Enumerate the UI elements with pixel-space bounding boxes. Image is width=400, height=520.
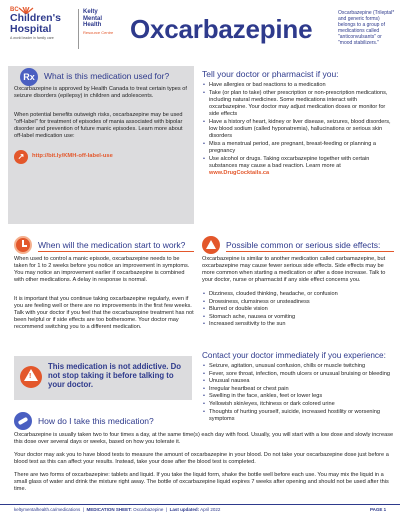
list-item: • Irregular heartbeat or chest pain xyxy=(202,386,394,393)
footer-updated: April 2022 xyxy=(200,507,221,512)
list-item: • Miss a menstrual period, are pregnant, breast-feeding or planning a pregnancy xyxy=(202,141,394,155)
what-for-para2: When potential benefits outweigh risks, oxcarbazepine may be used "off-label" for treatment of episodes of mania associated with bipolar disorder and prevention of future manic episodes. Learn more about off-label medication use: xyxy=(14,112,183,139)
page-number: PAGE 1 xyxy=(370,507,387,512)
list-item: • Take (or plan to take) other prescription or non-prescription medications, including natural medicines. Some medications interact with oxcarbazepine. Your doctor may adjust medication doses or monitor for side effects xyxy=(202,90,394,118)
footer-site-link[interactable]: keltymentalhealth.ca/medications xyxy=(14,507,81,512)
off-label-link[interactable]: http://bit.ly/KMH-off-label-use xyxy=(32,153,113,159)
list-item: • Have a history of heart, kidney or liver disease, seizures, blood disorders, low blood sodium (called hyponatremia), hallucinations or serious skin disorders xyxy=(202,119,394,140)
kelty-line3: Health xyxy=(83,22,102,28)
link-icon: ↗ xyxy=(14,150,28,164)
footer-info: keltymentalhealth.ca/medications | MEDICATION SHEET: Oxcarbazepine | Last updated: April 2022 xyxy=(14,507,221,512)
exclamation-icon: ! xyxy=(29,373,32,380)
how-take-para3: There are two forms of oxcarbazepine: tablets and liquid. If you take the liquid form, shake the bottle well before each use. You may mix the liquid in a small glass of water and drink the mixture right away. The bottle of oxcarbazepine liquid expires 7 weeks after opening and should not be used after this time. xyxy=(14,472,389,492)
list-item xyxy=(202,156,394,177)
drug-class-note: Oxcarbazepine (Trileptal* and generic forms) belongs to a group of medications called "anticonvulsants" or "mood stabilizers." xyxy=(338,10,395,46)
how-take-para2: Your doctor may ask you to have blood tests to measure the amount of oxcarbazepine in your blood. Do not take your oxcarbazepine dose just before a blood test as this can affect your results. Instead, take your dose after the blood test is completed. xyxy=(14,452,389,465)
what-for-heading: What is this medication used for? xyxy=(44,71,170,81)
logo-tagline: A world leader in family care xyxy=(10,36,54,40)
list-item: • Dizziness, clouded thinking, headache, or confusion xyxy=(202,291,394,298)
rx-icon: Rx xyxy=(20,68,38,86)
warning-text: This medication is not addictive. Do not stop taking it before talking to your doctor. xyxy=(48,362,182,389)
list-item: • Swelling in the face, ankles, feet or lower legs xyxy=(202,393,394,400)
what-for-para1: Oxcarbazepine is approved by Health Canada to treat certain types of seizure disorders (epilepsy) in children and adolescents. xyxy=(14,86,187,99)
list-item: • Seizure, agitation, unusual confusion, chills or muscle twitching xyxy=(202,363,394,370)
side-effects-list xyxy=(202,291,394,329)
footer-sheet-name: Oxcarbazepine xyxy=(133,507,164,512)
how-take-para1: Oxcarbazepine is usually taken two to four times a day, at the same time(s) each day with food. Usually, you will start with a low dose and slowly increase this dose over several days or weeks, based on how you tolerate it. xyxy=(14,432,394,445)
how-take-heading: How do I take this medication? xyxy=(38,416,154,426)
when-start-para1: When used to control a manic episode, oxcarbazepine needs to be taken for 1 to 2 weeks before you notice an improvement in symptoms. You may notice an improvement earlier if oxcarbazepine is combined with other medications. A delay in response is normal. xyxy=(14,256,190,283)
list-item: • Yellowish skin/eyes, itchiness or dark colored urine xyxy=(202,401,394,408)
list-item: • Fever, sore throat, infection, mouth ulcers or unusual bruising or bleeding xyxy=(202,371,394,378)
kelty-line2: Mental xyxy=(83,15,103,22)
list-item: • Thoughts of hurting yourself, suicide, increased hostility or worsening symptoms xyxy=(202,409,394,423)
list-item: • Unusual nausea xyxy=(202,378,394,385)
clock-hand xyxy=(22,245,27,247)
logo-bc-text: BC xyxy=(10,7,19,13)
list-item: • Drowsiness, clumsiness or unsteadiness xyxy=(202,299,394,306)
drugcocktails-link[interactable]: www.DrugCocktails.ca xyxy=(209,170,270,176)
list-item: • Stomach ache, nausea or vomiting xyxy=(202,314,394,321)
divider xyxy=(38,251,194,252)
alert-triangle-icon xyxy=(206,240,216,249)
list-item: • Increased sensitivity to the sun xyxy=(202,321,394,328)
kelty-subline: Resource Centre xyxy=(83,29,114,35)
contact-heading: Contact your doctor immediately if you experience: xyxy=(202,351,386,360)
side-effects-para: Oxcarbazepine is similar to another medication called carbamazepine, but oxcarbazepine may cause fewer serious side effects. Side effects may be more common when starting a medication or after a dose increase. Talk to your doctor, nurse or pharmacist if any side effect concerns you. xyxy=(202,256,386,283)
kelty-line1: Kelty xyxy=(83,9,98,15)
when-start-para2: It is important that you continue taking oxcarbazepine regularly, even if you are feeling well or there are no improvements in the first few weeks. Talk with your doctor if you feel that the oxcarbazepine treatment has not been helpful or if side effects are too bothersome. Your doctor may recommend switching you to a different medication. xyxy=(14,296,194,330)
contact-list xyxy=(202,363,394,423)
list-item: • Blurred or double vision xyxy=(202,306,394,313)
tell-doctor-list xyxy=(202,82,394,178)
logo-name: Children's Hospital xyxy=(10,12,61,35)
tell-doctor-heading: Tell your doctor or pharmacist if you: xyxy=(202,69,339,79)
footer-sheet-label: MEDICATION SHEET: xyxy=(86,507,132,512)
side-effects-heading: Possible common or serious side effects: xyxy=(226,240,381,250)
list-item-text: Use alcohol or drugs. Taking oxcarbazepine together with certain substances may cause a bad reaction. Learn more at xyxy=(209,156,370,169)
divider xyxy=(226,251,394,252)
footer-updated-label: Last updated: xyxy=(169,507,200,512)
when-start-heading: When will the medication start to work? xyxy=(38,240,186,250)
kelty-logo[interactable] xyxy=(78,9,124,49)
page-title: Oxcarbazepine xyxy=(130,14,313,44)
list-item: • Have allergies or bad reactions to a medication xyxy=(202,82,394,89)
page-header xyxy=(0,0,400,62)
